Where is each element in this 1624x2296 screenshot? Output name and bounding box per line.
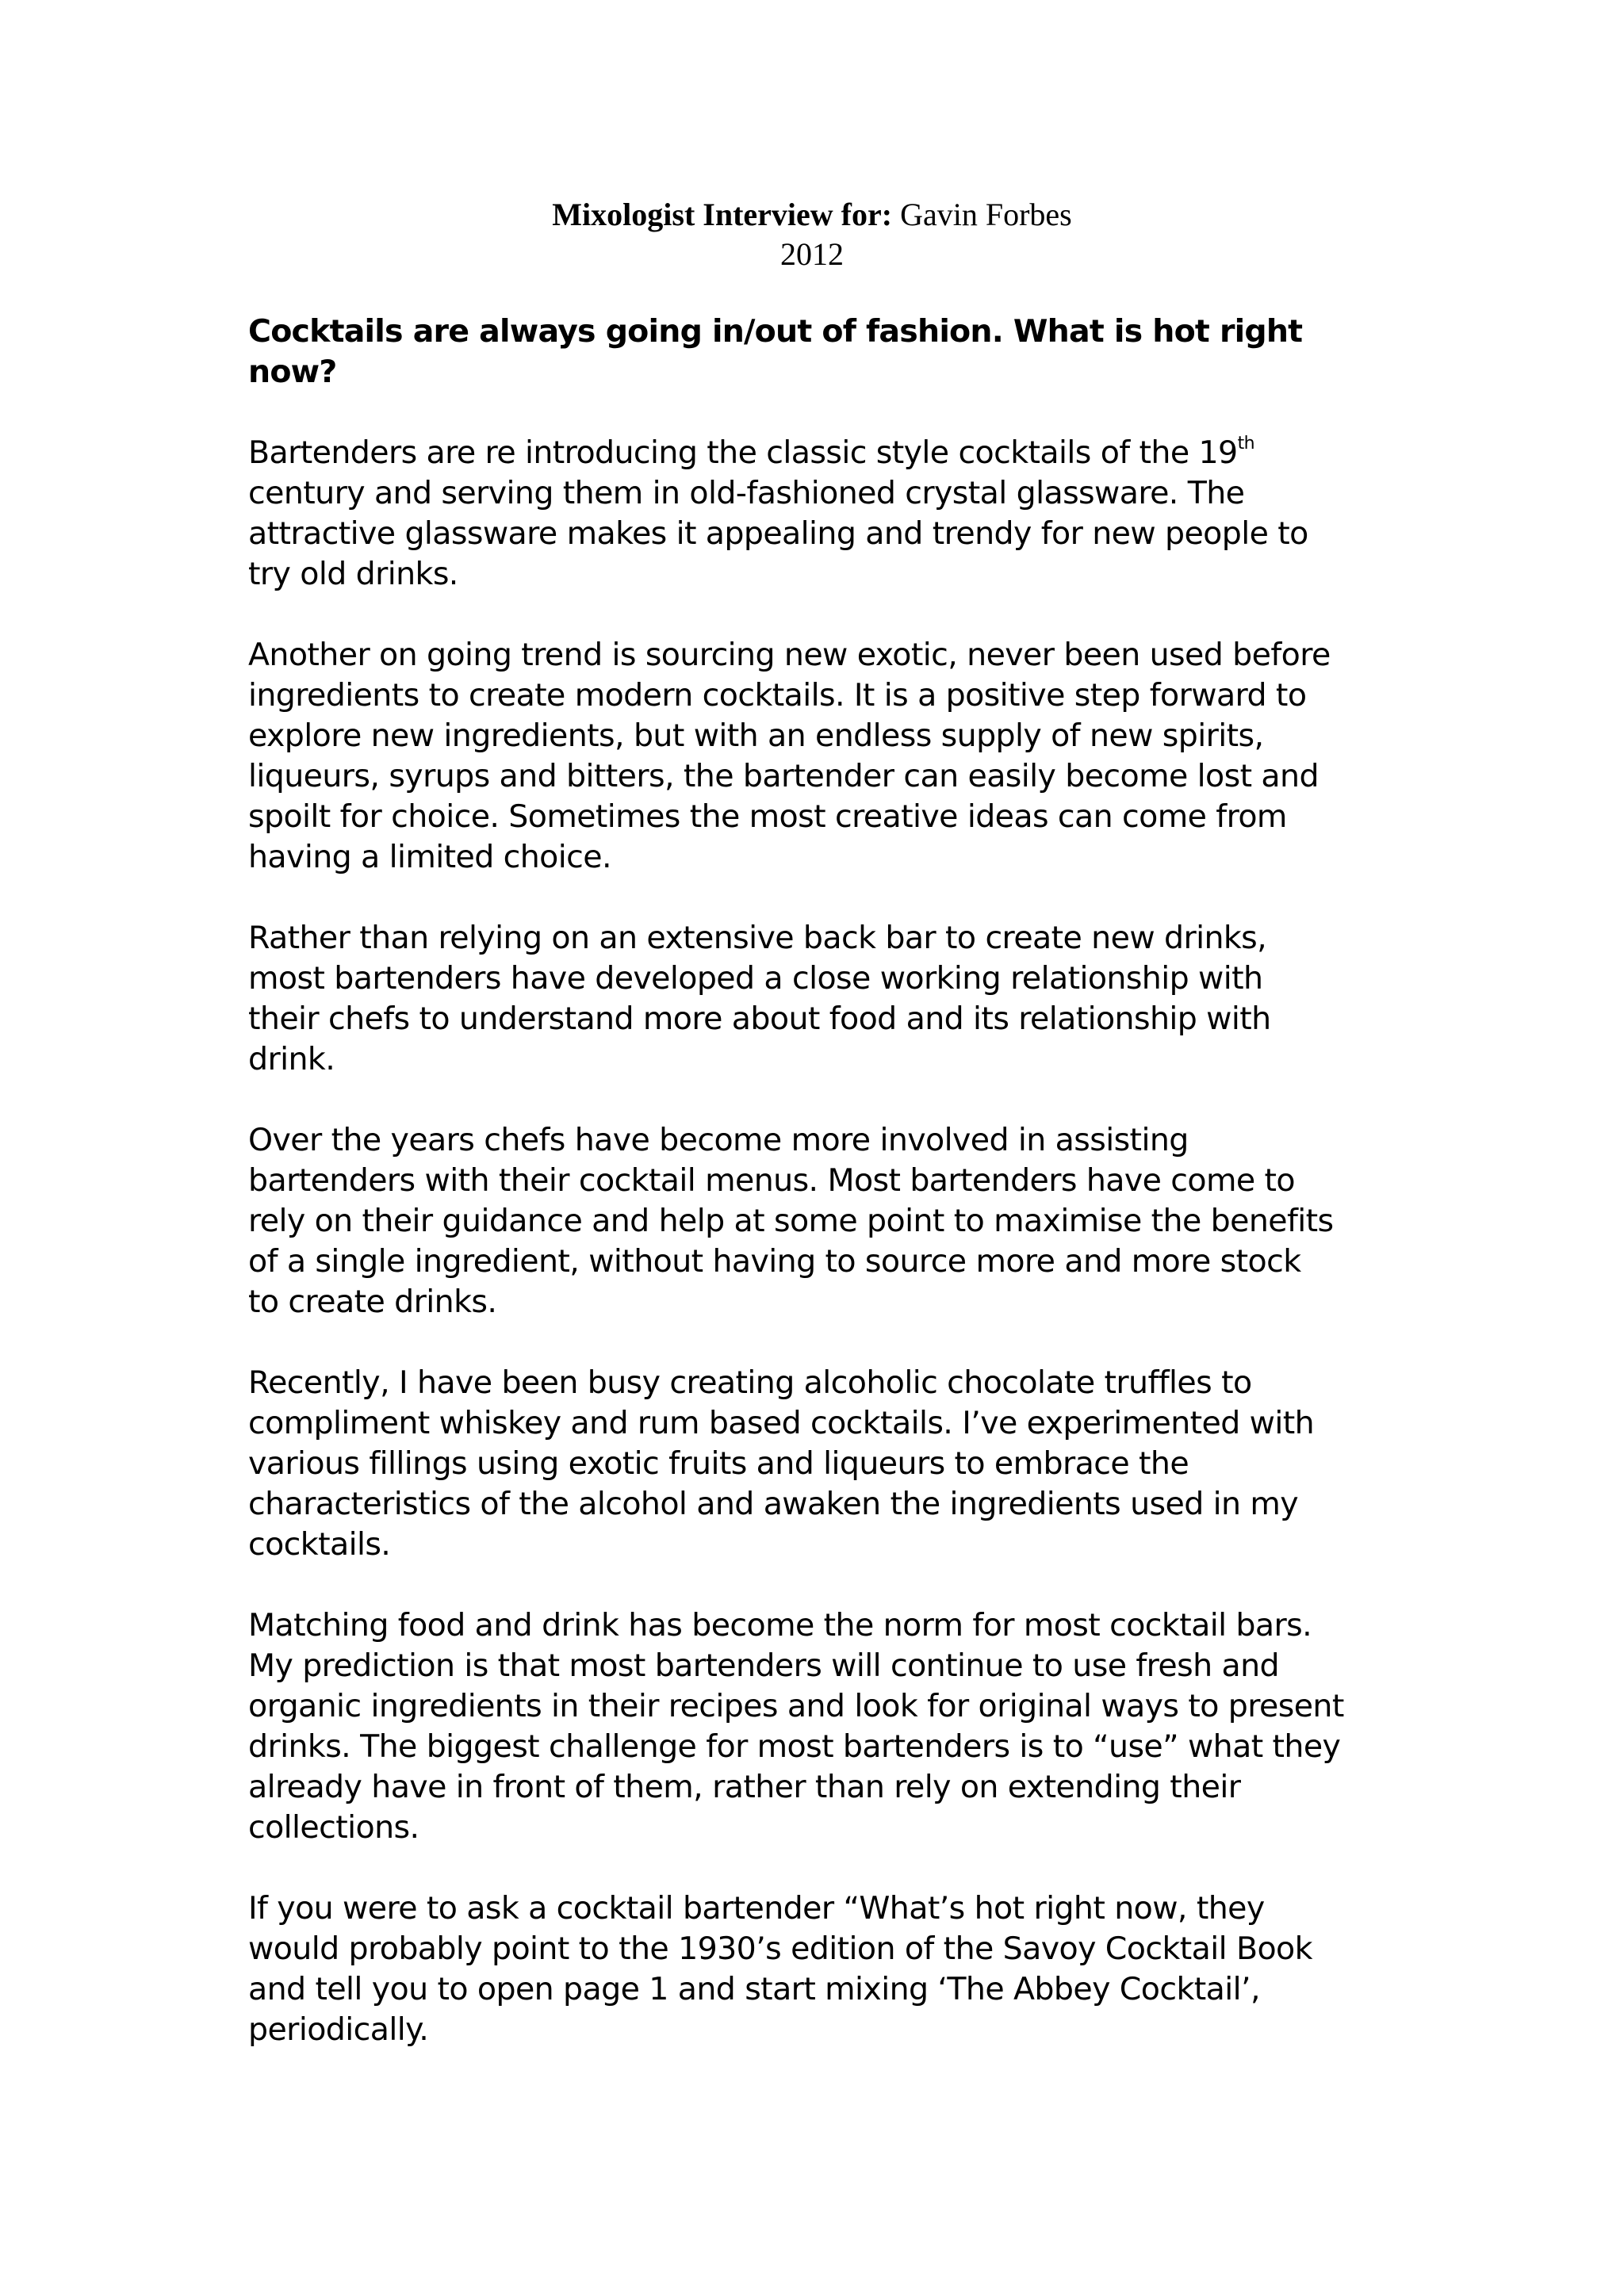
text-line: rely on their guidance and help at some point to maximise the benefits [248,1203,1334,1239]
paragraph-4 [248,1120,1398,1322]
text-line: already have in front of them, rather than rely on extending their [248,1769,1241,1805]
text-line: ingredients to create modern cocktails. It is a positive step forward to [248,677,1307,714]
text-line: periodically. [248,2011,429,2048]
header-title-line [0,195,1624,235]
paragraph-1 [248,433,1398,595]
text-line: to create drinks. [248,1284,497,1320]
header-year: 2012 [780,236,844,272]
text-line: drinks. The biggest challenge for most bartenders is to “use” what they [248,1728,1341,1765]
text-line: drink. [248,1041,335,1077]
text-line: attractive glassware makes it appealing and trendy for new people to [248,515,1308,552]
text-line: century and serving them in old-fashioned crystal glassware. The [248,475,1245,511]
paragraph-3 [248,918,1398,1080]
header-label: Mixologist Interview for: [552,197,893,232]
text-line: most bartenders have developed a close working relationship with [248,960,1263,997]
text-line: various fillings using exotic fruits and liqueurs to embrace the [248,1445,1189,1482]
text-line: their chefs to understand more about food and its relationship with [248,1001,1271,1037]
text-line: would probably point to the 1930’s edition of the Savoy Cocktail Book [248,1931,1312,1967]
text-line: try old drinks. [248,556,458,592]
text-line: Matching food and drink has become the norm for most cocktail bars. [248,1607,1312,1644]
paragraph-7 [248,1888,1398,2050]
interview-question: Cocktails are always going in/out of fashion. What is hot right now? [248,313,1303,390]
document-body [248,312,1398,2091]
ordinal-superscript: th [1237,434,1254,453]
text-line: bartenders with their cocktail menus. Most bartenders have come to [248,1162,1295,1199]
text-line: organic ingredients in their recipes and look for original ways to present [248,1688,1344,1724]
paragraph-2 [248,635,1398,878]
document-header [0,195,1624,274]
text-line: Recently, I have been busy creating alcoholic chocolate truffles to [248,1364,1252,1401]
text-line: Over the years chefs have become more involved in assisting [248,1122,1189,1158]
text-line: Another on going trend is sourcing new exotic, never been used before [248,637,1331,673]
text-line: My prediction is that most bartenders will continue to use fresh and [248,1647,1280,1684]
text-line: liqueurs, syrups and bitters, the bartender can easily become lost and [248,758,1319,794]
interviewee-name: Gavin Forbes [900,197,1072,232]
paragraph-6 [248,1605,1398,1848]
text-line: cocktails. [248,1526,391,1563]
text-line: Rather than relying on an extensive back bar to create new drinks, [248,920,1267,956]
text-line: compliment whiskey and rum based cocktails. I’ve experimented with [248,1405,1315,1441]
text-line: characteristics of the alcohol and awaken the ingredients used in my [248,1486,1299,1522]
text-line: having a limited choice. [248,839,611,875]
text-line: spoilt for choice. Sometimes the most creative ideas can come from [248,798,1287,835]
text-line: and tell you to open page 1 and start mixing ‘The Abbey Cocktail’, [248,1971,1260,2007]
text-line [248,433,1398,473]
text-line: If you were to ask a cocktail bartender “What’s hot right now, they [248,1890,1265,1927]
text-line: explore new ingredients, but with an endless supply of new spirits, [248,718,1264,754]
text-line: collections. [248,1809,419,1846]
text-line: of a single ingredient, without having to source more and more stock [248,1243,1301,1280]
paragraph-5 [248,1363,1398,1565]
text-line-main: Bartenders are re introducing the classic style cocktails of the 19 [248,434,1238,471]
